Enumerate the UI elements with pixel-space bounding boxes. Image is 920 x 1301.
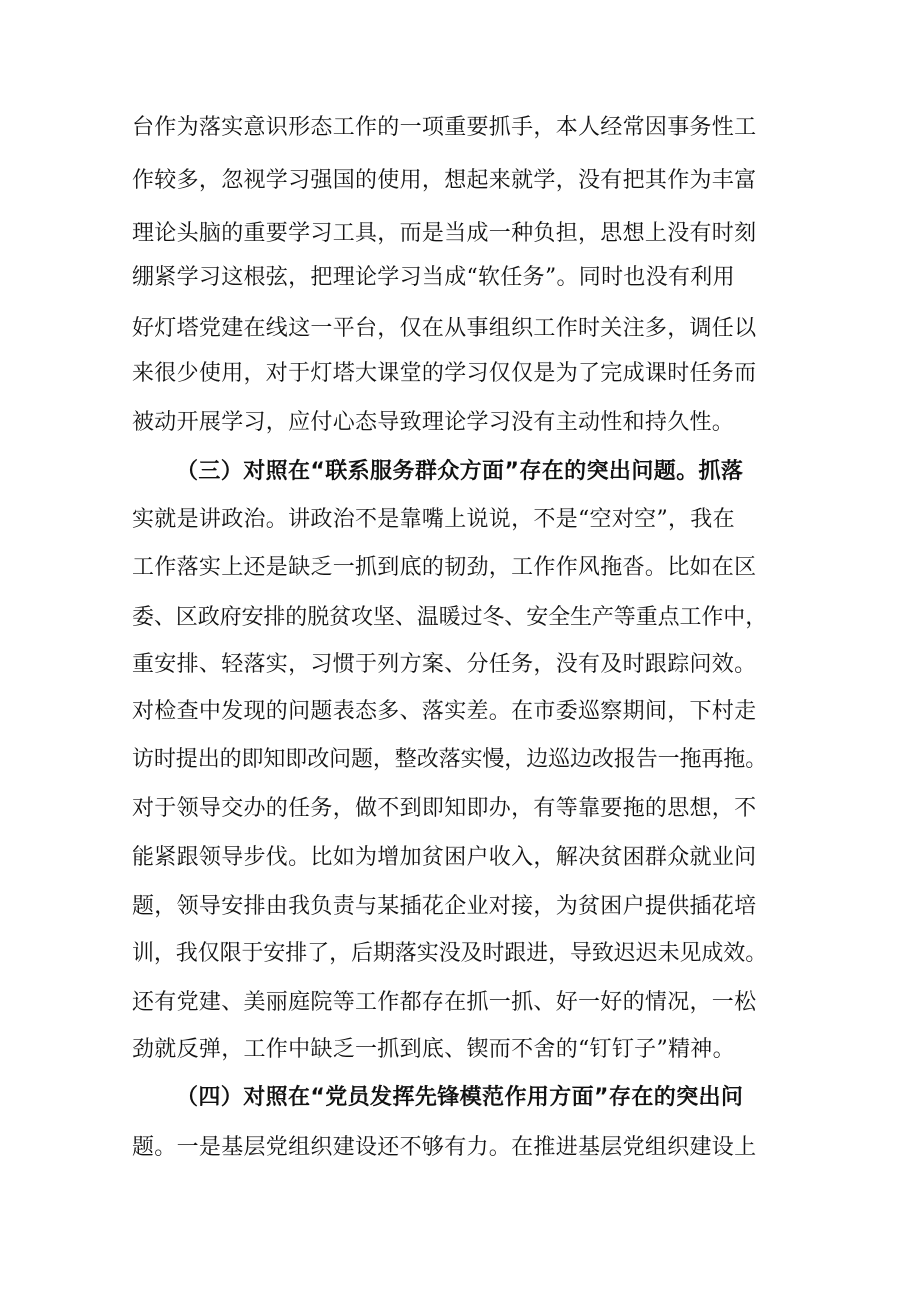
line-text: 对检查中发现的问题表态多、落实差。在市委巡察期间，下村走	[132, 699, 757, 724]
line-text: 来很少使用，对于灯塔大课堂的学习仅仅是为了完成课时任务而	[132, 361, 757, 386]
line-text: 绷紧学习这根弦，把理论学习当成“软任务”。同时也没有利用	[132, 265, 735, 290]
body-line	[0, 161, 920, 201]
body-line	[0, 354, 920, 394]
body-line	[0, 108, 920, 148]
section-heading-text: （四）对照在“党员发挥先锋模范作用方面”存在的突出问	[176, 1085, 744, 1110]
body-line	[0, 887, 920, 927]
body-line	[0, 500, 920, 540]
line-text: 能紧跟领导步伐。比如为增加贫困户收入，解决贫困群众就业问	[132, 845, 757, 870]
line-text: 还有党建、美丽庭院等工作都存在抓一抓、好一好的情况，一松	[132, 990, 757, 1015]
line-text: 台作为落实意识形态工作的一项重要抓手，本人经常因事务性工	[132, 115, 757, 140]
body-line	[0, 740, 920, 780]
line-text: 题，领导安排由我负责与某插花企业对接，为贫困户提供插花培	[132, 894, 757, 919]
section-heading-four	[0, 1078, 920, 1118]
body-line	[0, 258, 920, 298]
body-line	[0, 548, 920, 588]
line-text: 好灯塔党建在线这一平台，仅在从事组织工作时关注多，调任以	[132, 316, 757, 341]
body-line	[0, 309, 920, 349]
body-line	[0, 1128, 920, 1168]
body-line	[0, 692, 920, 732]
line-text: 理论头脑的重要学习工具，而是当成一种负担，思想上没有时刻	[132, 221, 757, 246]
body-line	[0, 645, 920, 685]
body-line	[0, 934, 920, 974]
section-heading-text: （三）对照在“联系服务群众方面”存在的突出问题。抓落	[176, 459, 744, 484]
line-text: 劲就反弹，工作中缺乏一抓到底、锲而不舍的“钉钉子”精神。	[132, 1037, 735, 1062]
body-line	[0, 789, 920, 829]
line-text: 题。一是基层党组织建设还不够有力。在推进基层党组织建设上	[132, 1135, 757, 1160]
line-text: 重安排、轻落实，习惯于列方案、分任务，没有及时跟踪问效。	[132, 652, 757, 677]
section-heading-three	[0, 452, 920, 492]
body-line	[0, 598, 920, 638]
body-line	[0, 1030, 920, 1070]
line-text: 工作落实上还是缺乏一抓到底的韧劲，工作作风拖沓。比如在区	[132, 555, 757, 580]
line-text: 被动开展学习，应付心态导致理论学习没有主动性和持久性。	[132, 410, 735, 435]
body-line	[0, 838, 920, 878]
body-line	[0, 214, 920, 254]
body-line	[0, 403, 920, 443]
line-text: 作较多，忽视学习强国的使用，想起来就学，没有把其作为丰富	[132, 168, 757, 193]
line-text: 训，我仅限于安排了，后期落实没及时跟进，导致迟迟未见成效。	[132, 941, 768, 966]
line-text: 委、区政府安排的脱贫攻坚、温暖过冬、安全生产等重点工作中，	[132, 605, 768, 630]
line-text: 对于领导交办的任务，做不到即知即办，有等靠要拖的思想，不	[132, 796, 757, 821]
body-line	[0, 983, 920, 1023]
line-text: 访时提出的即知即改问题，整改落实慢，边巡边改报告一拖再拖。	[132, 747, 768, 772]
line-text: 实就是讲政治。讲政治不是靠嘴上说说，不是“空对空”，我在	[132, 507, 735, 532]
